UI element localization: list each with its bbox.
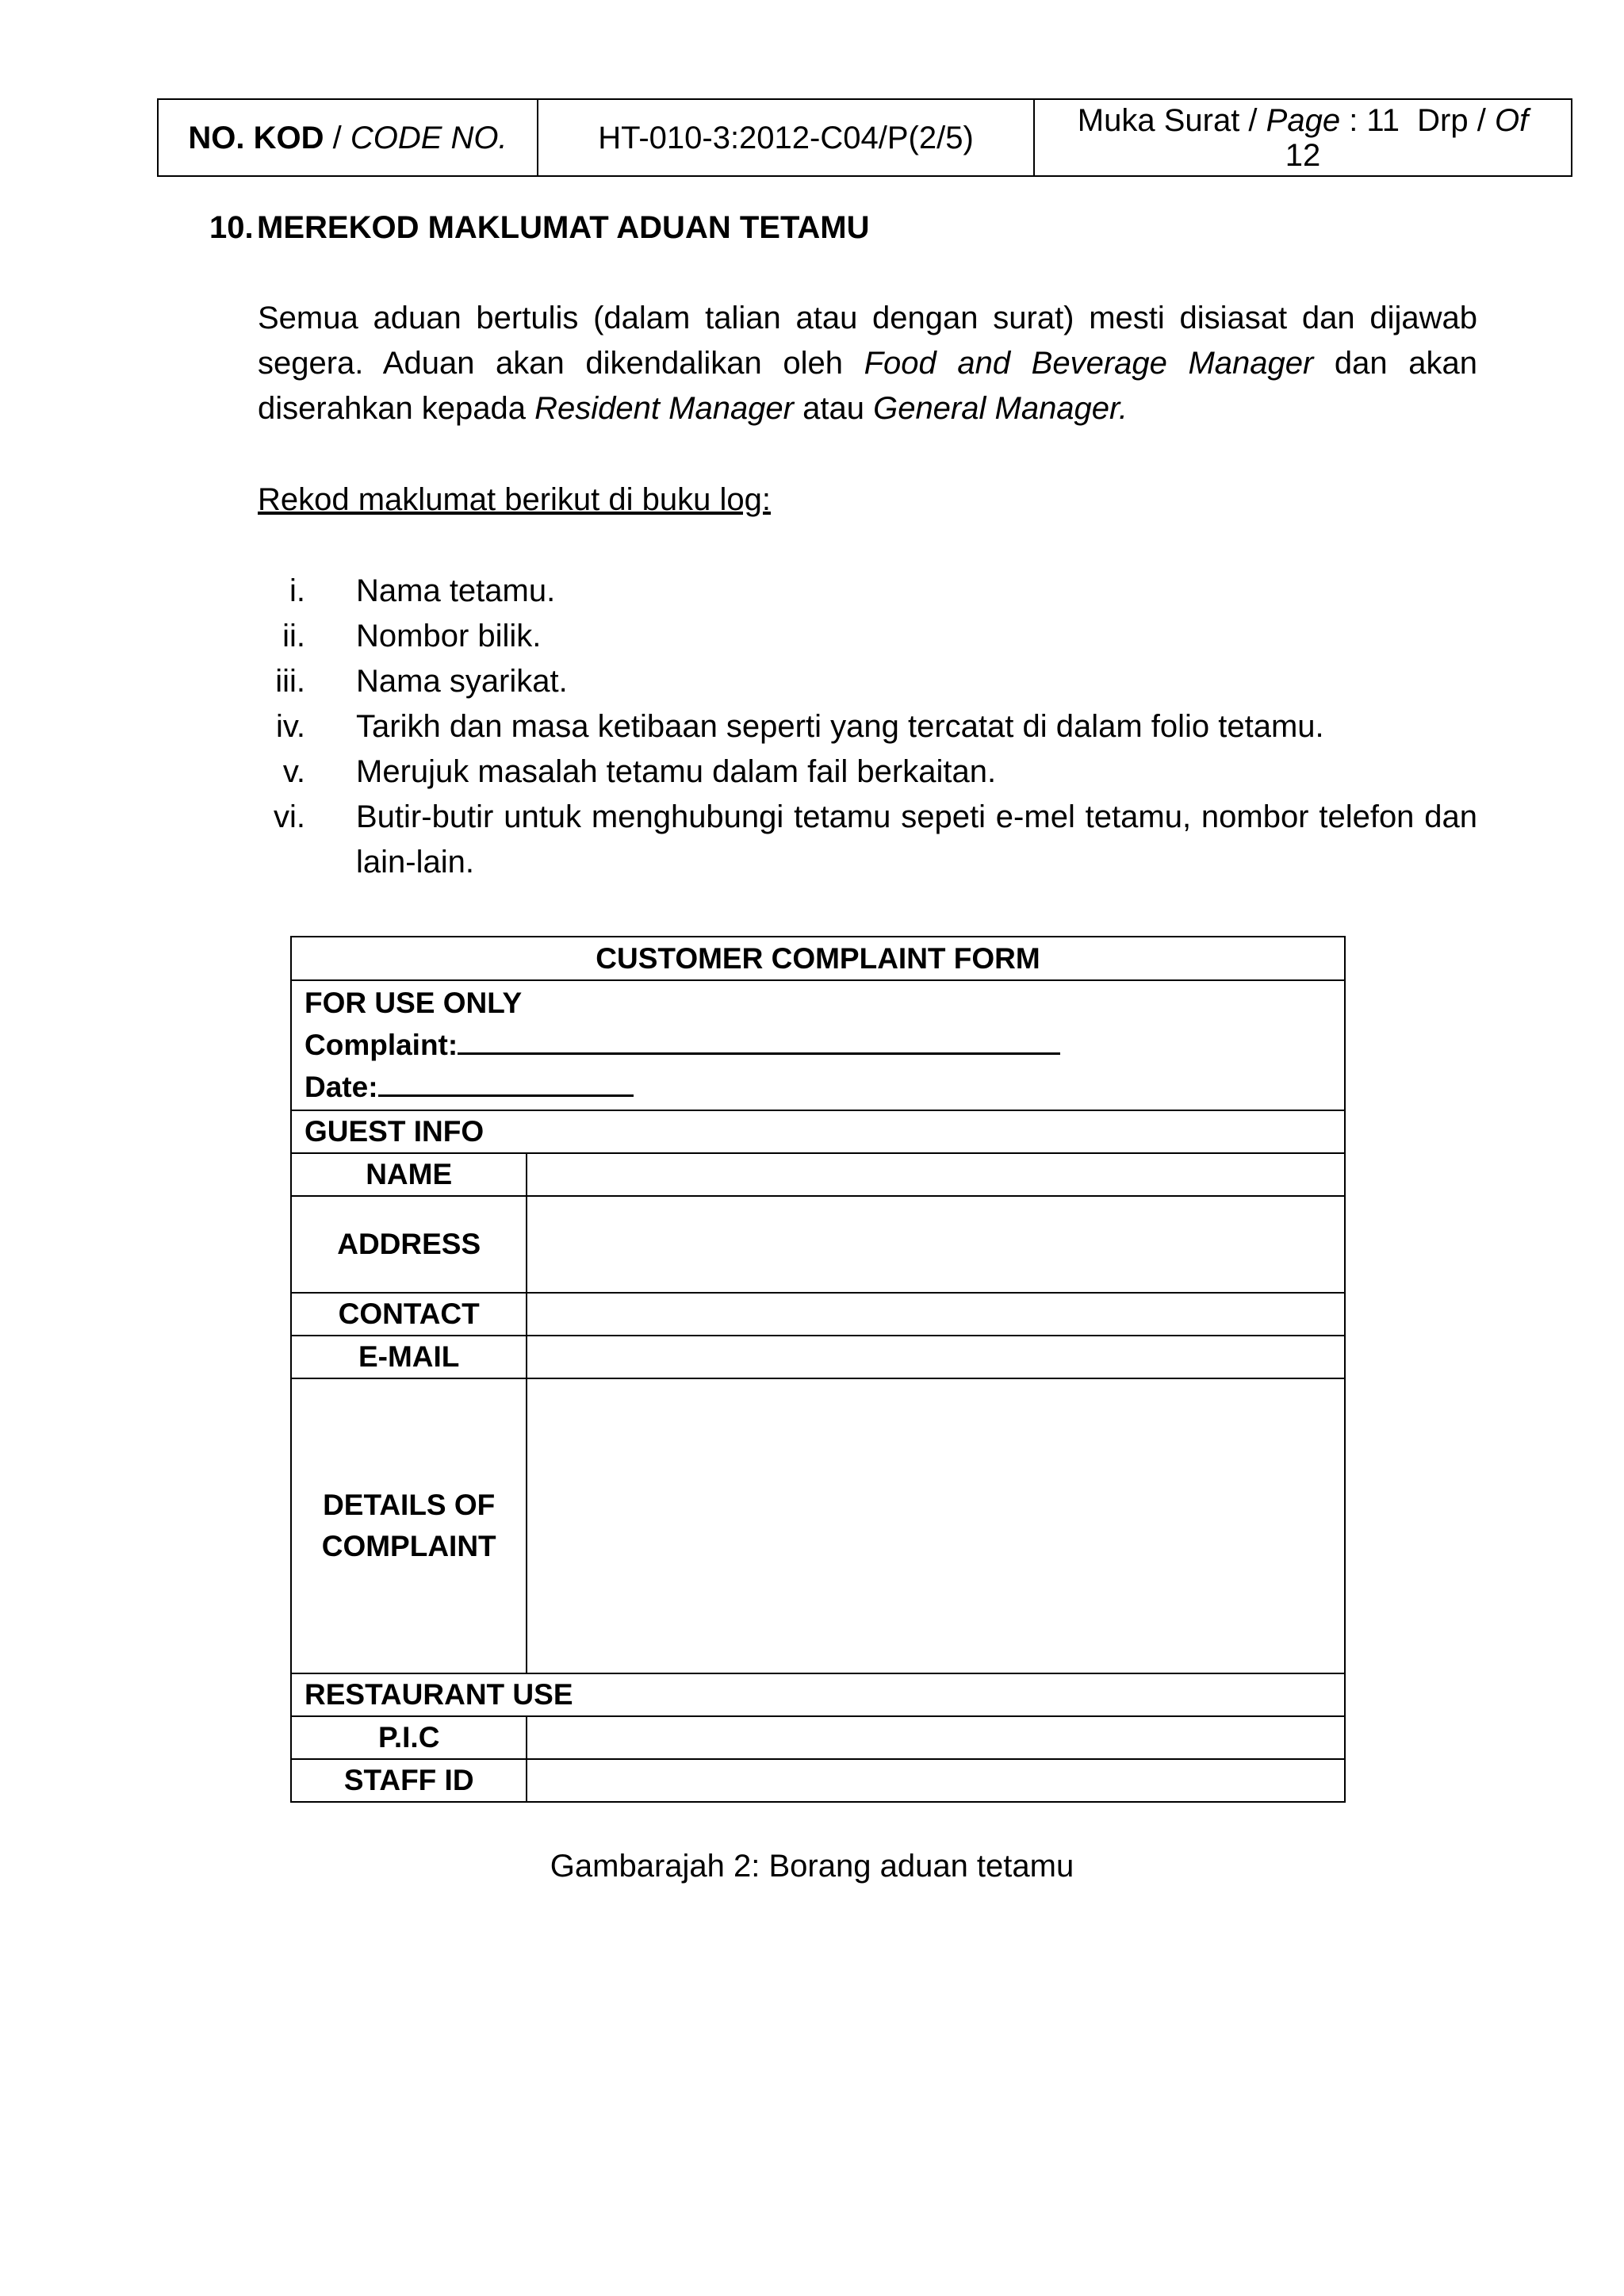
staff-id-field[interactable] <box>527 1759 1345 1802</box>
paragraph-resident-manager: Resident Manager <box>534 391 794 426</box>
list-text: Nama syarikat. <box>356 664 568 699</box>
list-marker: ii. <box>282 619 305 654</box>
page-label-c: : 11 Drp / <box>1340 102 1495 138</box>
for-use-only-section <box>291 980 1345 1110</box>
list-text: Merujuk masalah tetamu dalam fail berkaitan. <box>356 754 997 789</box>
complaint-field[interactable] <box>458 1024 1060 1055</box>
section-title: MEREKOD MAKLUMAT ADUAN TETAMU <box>257 210 870 245</box>
code-label-bold: NO. KOD <box>188 120 324 155</box>
staff-id-label: STAFF ID <box>291 1759 527 1802</box>
name-label: NAME <box>291 1153 527 1196</box>
paragraph-text-1: Semua aduan bertulis (dalam talian atau dengan surat) mesti disiasat dan dijawab segera. Aduan akan dikendalikan oleh <box>258 301 1477 381</box>
list-marker: v. <box>282 754 305 789</box>
date-line <box>304 1066 1331 1108</box>
restaurant-use-header: RESTAURANT USE <box>291 1673 1345 1716</box>
code-value: HT-010-3:2012-C04/P(2/5) <box>598 120 974 155</box>
complaint-label: Complaint: <box>304 1029 458 1061</box>
paragraph-general-manager: General Manager. <box>873 391 1128 426</box>
list-marker: iii. <box>275 664 305 699</box>
paragraph-text-3: atau <box>794 391 874 426</box>
page-number-cell <box>1034 99 1572 176</box>
code-label-italic: CODE NO. <box>350 120 508 155</box>
paragraph-fb-manager: Food and Beverage Manager <box>864 346 1314 381</box>
date-field[interactable] <box>378 1066 634 1097</box>
date-label: Date: <box>304 1071 378 1103</box>
page-total: 12 <box>1285 137 1321 173</box>
list-item <box>258 795 1477 885</box>
guest-info-header: GUEST INFO <box>291 1110 1345 1153</box>
name-field[interactable] <box>527 1153 1345 1196</box>
contact-label: CONTACT <box>291 1293 527 1336</box>
pic-label: P.I.C <box>291 1716 527 1759</box>
code-value-cell <box>538 99 1034 176</box>
list-item <box>258 749 1477 795</box>
address-label: ADDRESS <box>291 1196 527 1293</box>
email-field[interactable] <box>527 1336 1345 1378</box>
complaint-line <box>304 1024 1331 1066</box>
details-of-complaint-label <box>291 1378 527 1673</box>
pic-field[interactable] <box>527 1716 1345 1759</box>
list-text: Butir-butir untuk menghubungi tetamu sepeti e-mel tetamu, nombor telefon dan lain-lain. <box>356 799 1477 880</box>
list-text: Nombor bilik. <box>356 619 542 654</box>
paragraph-text-2: dan akan diserahkan kepada <box>258 346 1477 426</box>
list-marker: i. <box>289 573 305 608</box>
email-label: E-MAIL <box>291 1336 527 1378</box>
list-marker: vi. <box>274 799 305 834</box>
list-item <box>258 569 1477 614</box>
section-number: 10. <box>209 210 254 245</box>
list-marker: iv. <box>275 709 305 744</box>
contact-field[interactable] <box>527 1293 1345 1336</box>
form-title: CUSTOMER COMPLAINT FORM <box>291 937 1345 980</box>
list-item <box>258 614 1477 659</box>
page-label-b: Page <box>1266 102 1341 138</box>
list-text: Tarikh dan masa ketibaan seperti yang tercatat di dalam folio tetamu. <box>356 709 1324 744</box>
intro-paragraph <box>258 296 1477 431</box>
page-label-d: Of <box>1494 102 1529 138</box>
figure-caption: Gambarajah 2: Borang aduan tetamu <box>550 1849 1074 1884</box>
document-header-table <box>157 98 1572 177</box>
for-use-only-label: FOR USE ONLY <box>304 987 523 1019</box>
details-label-line2: COMPLAINT <box>321 1530 496 1562</box>
code-label-separator: / <box>324 120 350 155</box>
address-field[interactable] <box>527 1196 1345 1293</box>
section-heading <box>209 209 870 247</box>
list-item <box>258 659 1477 704</box>
details-of-complaint-field[interactable] <box>527 1378 1345 1673</box>
details-label-line1: DETAILS OF <box>323 1489 496 1521</box>
record-list <box>258 569 1477 885</box>
customer-complaint-form <box>290 936 1346 1803</box>
log-record-label: Rekod maklumat berikut di buku log: <box>258 482 771 517</box>
list-text: Nama tetamu. <box>356 573 556 608</box>
code-label-cell <box>158 99 538 176</box>
list-item <box>258 704 1477 749</box>
page-label-a: Muka Surat / <box>1077 102 1266 138</box>
